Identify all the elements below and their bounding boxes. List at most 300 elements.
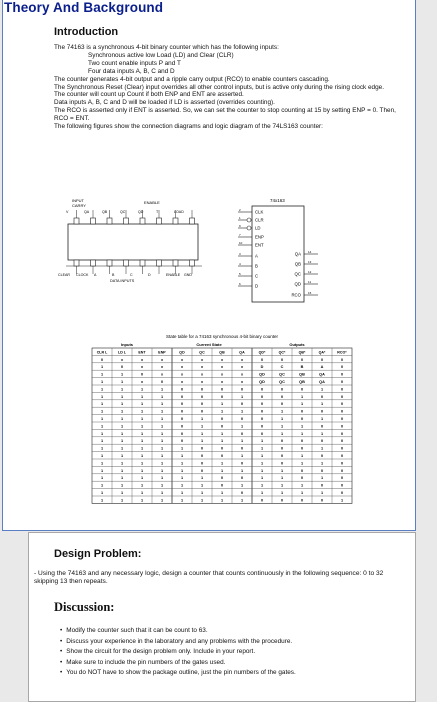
table-cell: 0	[320, 424, 324, 429]
bottom-labels	[58, 273, 192, 277]
pin-label: CARRY	[72, 203, 86, 208]
table-cell: 0	[260, 424, 264, 429]
table-cell: 1	[280, 483, 284, 488]
table-cell: QA	[319, 372, 325, 377]
table-cell: 0	[260, 394, 264, 399]
column-header: QD*	[258, 350, 266, 355]
table-cell: 1	[260, 491, 264, 495]
table-cell: 1	[120, 417, 124, 421]
table-cell: 1	[240, 394, 244, 399]
column-header: QA	[239, 350, 245, 355]
table-caption: State table for a 74163 synchronous 4-bit binary counter	[165, 334, 279, 339]
table-cell: 0	[260, 417, 264, 421]
chip-body	[68, 224, 198, 260]
table-cell: 1	[280, 476, 284, 481]
table-cell: 0	[340, 446, 344, 451]
table-cell: 1	[220, 461, 224, 466]
table-cell: 0	[340, 439, 344, 444]
group-current: Current State	[196, 342, 222, 347]
table-cell: 0	[260, 409, 264, 414]
table-cell: 1	[120, 491, 124, 495]
table-cell: x	[180, 357, 184, 362]
pin-label: LOAD	[174, 210, 184, 214]
table-cell: 1	[280, 409, 284, 414]
table-cell: QD	[259, 372, 265, 377]
symbol-input-label: LD	[255, 225, 261, 231]
table-cell: 0	[180, 439, 184, 444]
intro-line: The Synchronous Reset (Clear) input overrides all other control inputs, but is active only during the rising clock edge.	[54, 83, 384, 91]
group-outputs: Outputs	[289, 342, 305, 347]
table-cell: x	[200, 380, 204, 384]
symbol-output-label: QC	[294, 271, 301, 277]
group-inputs: Inputs	[121, 342, 133, 347]
pin-label: D	[148, 273, 151, 277]
table-cell: 0	[340, 491, 344, 495]
table-cell: 1	[240, 498, 244, 503]
table-cell: 1	[220, 402, 224, 407]
table-cell: 0	[340, 357, 344, 362]
table-cell: 1	[240, 409, 244, 414]
table-cell: 0	[240, 387, 244, 392]
table-cell: 1	[160, 424, 164, 429]
table-cell: 1	[300, 461, 304, 466]
pin-label: A	[94, 273, 97, 277]
pin-number: 15	[308, 291, 312, 295]
pin	[107, 260, 112, 266]
table-cell: 1	[220, 468, 224, 473]
table-cell: 0	[340, 409, 344, 414]
table-cell: 1	[180, 483, 184, 488]
table-cell: 1	[140, 476, 144, 481]
pin	[190, 260, 195, 266]
table-cell: 0	[320, 394, 324, 399]
table-cell: 1	[240, 468, 244, 473]
table-cell: 1	[300, 402, 304, 407]
intro-heading: Introduction	[54, 26, 119, 38]
table-cell: 0	[220, 394, 224, 399]
table-cell: 0	[240, 491, 244, 495]
pin	[91, 218, 96, 224]
table-cell: 1	[120, 380, 124, 384]
table-cell: 0	[340, 483, 344, 488]
table-cell: x	[140, 380, 144, 384]
table-cell: 0	[280, 461, 284, 466]
logic-symbol	[238, 198, 318, 302]
pin-number: 12	[308, 270, 312, 274]
table-cell: 1	[120, 431, 124, 436]
intro-line: The RCO is asserted only if ENT is asserted. So, we can set the counter to stop counting at 15 by setting ENP = 0. Then, RCO = ENT.	[54, 107, 396, 123]
column-header: QC*	[278, 350, 286, 355]
table-cell: 0	[320, 439, 324, 444]
design-heading: Design Problem:	[54, 548, 142, 560]
table-cell: x	[220, 365, 224, 370]
column-header: QB	[219, 350, 225, 355]
table-cell: 1	[260, 468, 264, 473]
table-cell: 1	[100, 446, 104, 451]
table-cell: 1	[300, 483, 304, 488]
table-cell: 1	[120, 409, 124, 414]
pin	[140, 218, 145, 224]
intro-line: Four data inputs A, B, C and D	[88, 67, 175, 75]
pin-number: 9	[239, 224, 241, 228]
inversion-bubble	[247, 226, 251, 230]
table-cell: 1	[100, 372, 104, 377]
table-cell: 0	[220, 454, 224, 458]
pin-label: ENABLE	[144, 200, 160, 205]
table-cell: QA	[319, 380, 325, 384]
table-cell: C	[280, 365, 284, 370]
table-cell: 0	[300, 409, 304, 414]
pin	[124, 260, 129, 266]
table-cell: 0	[180, 402, 184, 407]
table-cell: 0	[240, 417, 244, 421]
pin-label: ENABLE	[166, 273, 181, 277]
table-cell: 1	[160, 491, 164, 495]
table-cell: 1	[160, 387, 164, 392]
discussion-list	[60, 626, 400, 679]
pin-number: 4	[239, 262, 241, 266]
table-cell: 1	[240, 424, 244, 429]
table-cell: 0	[200, 468, 204, 473]
table-cell: 0	[220, 446, 224, 451]
table-cell: 1	[160, 394, 164, 399]
pin-label: QD	[138, 210, 144, 214]
table-cell: 1	[180, 461, 184, 466]
table-cell: 1	[100, 365, 104, 370]
pin	[74, 218, 79, 224]
table-cell: 1	[100, 439, 104, 444]
table-cell: 1	[300, 424, 304, 429]
table-cell: 1	[260, 439, 264, 444]
table-grid	[92, 348, 352, 503]
symbol-input-label: CLR	[255, 217, 264, 223]
table-cell: 0	[320, 498, 324, 503]
table-cell: A	[320, 365, 324, 370]
table-cell: 0	[280, 394, 284, 399]
table-cell: 0	[160, 380, 164, 384]
intro-line: The 74163 is a synchronous 4-bit binary counter which has the following inputs:	[54, 44, 279, 51]
table-cell: 1	[180, 446, 184, 451]
intro-line: The counter will count up Count if both ENP and ENT are asserted.	[54, 91, 244, 99]
table-cell: 0	[300, 417, 304, 421]
table-cell: 1	[120, 439, 124, 444]
table-cell: 1	[140, 461, 144, 466]
table-cell: 0	[300, 439, 304, 444]
table-cell: 1	[120, 454, 124, 458]
table-cell: 0	[340, 468, 344, 473]
pin-label: QA	[84, 210, 90, 214]
table-cell: 1	[260, 446, 264, 451]
table-cell: 0	[340, 402, 344, 407]
table-cell: 1	[160, 461, 164, 466]
list-item	[60, 668, 400, 679]
table-cell: 1	[280, 424, 284, 429]
table-cell: 0	[180, 409, 184, 414]
pin-label: V	[66, 210, 69, 214]
table-cell: 1	[260, 476, 264, 481]
table-cell: 1	[160, 402, 164, 407]
pin	[173, 260, 178, 266]
table-cell: 0	[240, 446, 244, 451]
pin	[157, 218, 162, 224]
table-cell: 1	[160, 431, 164, 436]
table-cell: 1	[320, 402, 324, 407]
table-cell: 1	[140, 424, 144, 429]
table-cell: 1	[220, 439, 224, 444]
table-cell: 1	[300, 431, 304, 436]
table-cell: 1	[320, 431, 324, 436]
table-cell: 0	[180, 424, 184, 429]
table-cell: x	[180, 380, 184, 384]
table-cell: 1	[240, 439, 244, 444]
intro-line: Data inputs A, B, C and D will be loaded if LD is asserted (overrides counting).	[54, 99, 275, 107]
table-cell: 0	[180, 387, 184, 392]
discussion-heading: Discussion:	[54, 600, 115, 614]
table-cell: 1	[100, 387, 104, 392]
symbol-input-label: C	[255, 273, 259, 279]
table-cell: 0	[200, 461, 204, 466]
table-cell: x	[240, 380, 244, 384]
table-cell: 0	[320, 409, 324, 414]
column-header: QC	[199, 350, 205, 355]
table-cell: 1	[180, 454, 184, 458]
table-cell: 1	[160, 476, 164, 481]
pin-label: T	[156, 210, 159, 214]
table-cell: QC	[279, 380, 285, 384]
table-cell: 1	[200, 491, 204, 495]
table-cell: 1	[160, 454, 164, 458]
table-cell: QD	[259, 380, 265, 384]
pin-label: B	[112, 273, 115, 277]
table-cell: 0	[200, 446, 204, 451]
table-cell: 1	[200, 483, 204, 488]
table-cell: 1	[200, 476, 204, 481]
table-cell: 0	[300, 357, 304, 362]
pin-label: CLEAR	[58, 273, 70, 277]
list-item	[60, 637, 400, 648]
table-cell: 1	[160, 468, 164, 473]
table-cell: 1	[180, 468, 184, 473]
table-cell: 0	[320, 454, 324, 458]
table-cell: 1	[260, 461, 264, 466]
table-cell: 0	[200, 409, 204, 414]
table-cell: 1	[140, 402, 144, 407]
table-cell: 0	[220, 483, 224, 488]
list-item-text: Modify the counter such that it can be count to 63.	[66, 627, 208, 634]
pin-label: QC	[120, 210, 126, 214]
table-cell: 0	[340, 387, 344, 392]
table-cell: 1	[300, 394, 304, 399]
table-cell: 0	[200, 454, 204, 458]
table-cell: 0	[340, 394, 344, 399]
table-cell: 1	[160, 439, 164, 444]
table-cell: 1	[140, 468, 144, 473]
table-cell: 1	[100, 491, 104, 495]
table-cell: 1	[100, 380, 104, 384]
table-cell: 1	[200, 439, 204, 444]
table-cell: 1	[220, 431, 224, 436]
table-cell: x	[220, 372, 224, 377]
table-cell: x	[180, 365, 184, 370]
pin	[157, 260, 162, 266]
table-cell: 0	[280, 439, 284, 444]
table-cell: 1	[120, 387, 124, 392]
symbol-output-label: RCO	[291, 292, 301, 298]
table-cell: 0	[320, 357, 324, 362]
table-cell: 1	[120, 468, 124, 473]
table-cell: 1	[140, 387, 144, 392]
table-cell: 1	[100, 498, 104, 503]
table-cell: 0	[260, 387, 264, 392]
table-cell: 1	[140, 446, 144, 451]
table-cell: 0	[260, 357, 264, 362]
table-cell: 1	[320, 491, 324, 495]
table-cell: 1	[260, 454, 264, 458]
table-cell: 1	[100, 454, 104, 458]
table-cell: 0	[340, 417, 344, 421]
table-cell: x	[180, 372, 184, 377]
table-cell: 1	[220, 491, 224, 495]
table-cell: 1	[100, 476, 104, 481]
table-cell: 1	[240, 483, 244, 488]
table-cell: 0	[340, 365, 344, 370]
table-cell: 0	[280, 387, 284, 392]
table-cell: QB	[299, 372, 305, 377]
table-cell: 0	[220, 476, 224, 481]
table-cell: x	[160, 365, 164, 370]
pin	[124, 218, 129, 224]
column-header: QB*	[298, 350, 306, 355]
table-cell: 1	[160, 446, 164, 451]
symbol-input-label: B	[255, 263, 258, 269]
table-cell: 1	[280, 491, 284, 495]
table-cell: 0	[280, 498, 284, 503]
table-cell: 1	[200, 431, 204, 436]
inversion-bubble	[247, 218, 251, 222]
table-cell: 0	[220, 417, 224, 421]
intro-line: Two count enable inputs P and T	[88, 59, 181, 67]
pin	[190, 218, 195, 224]
pin-number: 13	[308, 260, 312, 264]
table-cell: 1	[200, 417, 204, 421]
table-cell: 1	[260, 483, 264, 488]
list-item	[60, 658, 400, 669]
table-cell: 1	[140, 417, 144, 421]
table-cell: 1	[220, 498, 224, 503]
table-cell: x	[120, 357, 124, 362]
table-cell: 0	[100, 357, 104, 362]
table-cell: 0	[300, 498, 304, 503]
table-cell: 1	[140, 491, 144, 495]
table-cell: 1	[140, 409, 144, 414]
table-cell: 0	[200, 394, 204, 399]
table-cell: 0	[300, 446, 304, 451]
table-cell: 1	[100, 409, 104, 414]
table-cell: 0	[320, 468, 324, 473]
table-cell: 0	[180, 417, 184, 421]
table-cell: x	[240, 357, 244, 362]
table-cell: 1	[140, 483, 144, 488]
symbol-output-label: QD	[294, 281, 301, 287]
table-cell: 0	[320, 483, 324, 488]
symbol-input-label: D	[255, 283, 259, 289]
table-cell: 1	[140, 394, 144, 399]
pin-number: 11	[308, 280, 312, 284]
table-cell: 1	[200, 498, 204, 503]
table-cell: 0	[240, 402, 244, 407]
table-cell: 0	[280, 357, 284, 362]
table-cell: 1	[100, 417, 104, 421]
table-cell: 0	[260, 431, 264, 436]
table-cell: 1	[180, 476, 184, 481]
pin-number: 5	[239, 272, 241, 276]
table-cell: 1	[100, 468, 104, 473]
table-cell: x	[200, 372, 204, 377]
symbol-input-label: ENT	[255, 242, 264, 248]
table-cell: 1	[180, 491, 184, 495]
table-cell: 1	[120, 476, 124, 481]
table-cell: 1	[180, 498, 184, 503]
table-cell: 0	[240, 476, 244, 481]
table-cell: x	[240, 372, 244, 377]
table-cell: 1	[320, 446, 324, 451]
table-cell: 1	[140, 498, 144, 503]
table-cell: 0	[240, 461, 244, 466]
pin	[173, 218, 178, 224]
state-table	[92, 334, 352, 503]
column-header: QA*	[318, 350, 326, 355]
table-cell: 0	[280, 446, 284, 451]
table-cell: 1	[320, 476, 324, 481]
symbol-input-label: ENP	[255, 234, 264, 240]
table-cell: x	[160, 372, 164, 377]
pin-label: GND	[184, 273, 192, 277]
table-cell: 1	[240, 454, 244, 458]
pin-label: CLOCK	[76, 273, 89, 277]
pin-number: 7	[239, 233, 241, 237]
table-cell: 1	[140, 439, 144, 444]
symbol-title: 74x163	[270, 198, 285, 203]
table-cell: 0	[300, 468, 304, 473]
table-cell: 0	[200, 387, 204, 392]
pin	[107, 218, 112, 224]
table-cell: 1	[120, 402, 124, 407]
table-cell: 0	[280, 454, 284, 458]
table-cell: 1	[340, 498, 344, 503]
table-cell: 0	[340, 431, 344, 436]
pin-number: 2	[239, 208, 241, 212]
pin-label: INPUT	[72, 198, 84, 203]
table-cell: x	[240, 365, 244, 370]
table-cell: 0	[260, 402, 264, 407]
list-item-text: Discuss your experience in the laboratory and any problems with the procedure.	[66, 637, 293, 645]
column-header: QD	[179, 350, 185, 355]
pin-number: 6	[239, 282, 241, 286]
table-cell: x	[140, 357, 144, 362]
list-item-text: Show the circuit for the design problem only. Include in your report.	[66, 648, 256, 656]
data-inputs-label: DATA INPUTS	[110, 279, 135, 283]
symbol-output-label: QB	[294, 261, 301, 267]
top-sub-labels	[66, 210, 184, 214]
table-cell: 0	[300, 476, 304, 481]
list-item-text: Make sure to include the pin numbers of the gates used.	[66, 658, 226, 666]
table-cell: 0	[220, 424, 224, 429]
table-cell: 1	[120, 446, 124, 451]
table-cell: x	[200, 357, 204, 362]
pin-number: 1	[239, 216, 241, 220]
symbol-input-label: CLK	[255, 209, 264, 215]
pin	[140, 260, 145, 266]
